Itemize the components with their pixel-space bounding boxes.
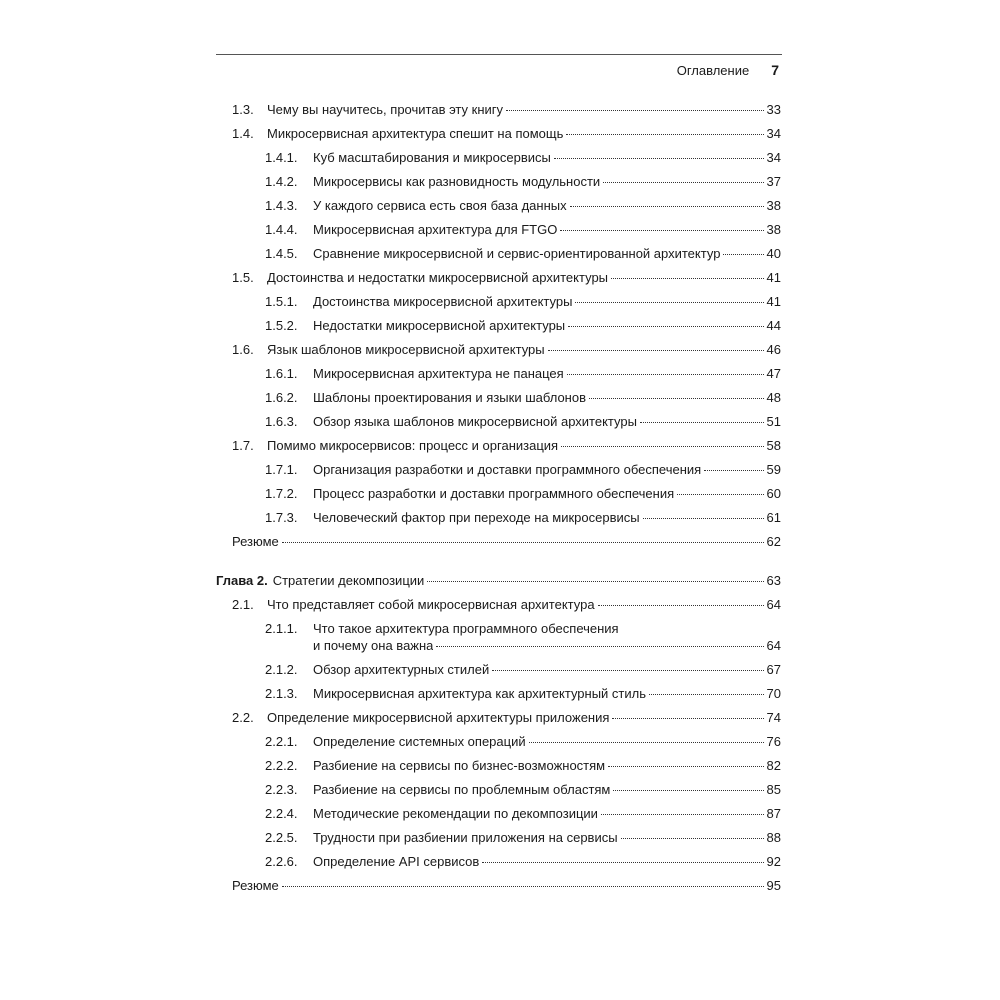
toc-entry-page: 67 — [766, 662, 781, 677]
dot-leader — [482, 861, 763, 863]
dot-leader — [603, 181, 763, 183]
dot-leader — [554, 157, 764, 159]
toc-entry[interactable] — [265, 508, 781, 528]
dot-leader — [568, 325, 763, 327]
toc-entry[interactable] — [232, 595, 781, 615]
toc-entry-title: Стратегии декомпозиции — [272, 573, 425, 588]
dot-leader — [529, 741, 764, 743]
toc-entry-number: 2.1.1. — [265, 621, 298, 636]
toc-entry-number: 1.6.1. — [265, 366, 298, 381]
toc-entry-number: 2.2.4. — [265, 806, 298, 821]
toc-entry-title: У каждого сервиса есть своя база данных — [313, 198, 567, 213]
dot-leader — [570, 205, 764, 207]
toc-entry[interactable] — [265, 732, 781, 752]
toc-entry-number: 1.4.1. — [265, 150, 298, 165]
dot-leader — [613, 789, 763, 791]
toc-entry-title: Трудности при разбиении приложения на сервисы — [313, 830, 618, 845]
toc-entry-title: Определение микросервисной архитектуры приложения — [267, 710, 610, 725]
toc-entry-page: 33 — [766, 102, 781, 117]
toc-entry-number: 2.1.3. — [265, 686, 298, 701]
toc-entry-page: 41 — [766, 294, 781, 309]
toc-entry-number: 1.4.2. — [265, 174, 298, 189]
toc-entry-title: Обзор языка шаблонов микросервисной архитектуры — [313, 414, 637, 429]
toc-entry-number: 2.2.3. — [265, 782, 298, 797]
toc-entry-page: 59 — [766, 462, 781, 477]
toc-entry-number: 2.2.6. — [265, 854, 298, 869]
toc-entry[interactable] — [265, 220, 781, 240]
toc-entry[interactable] — [265, 780, 781, 800]
dot-leader — [506, 109, 764, 111]
toc-entry-number: 2.2.5. — [265, 830, 298, 845]
toc-entry-number: 1.7.1. — [265, 462, 298, 477]
toc-entry-page: 62 — [766, 534, 781, 549]
toc-entry-page: 60 — [766, 486, 781, 501]
header-section-title: Оглавление — [676, 63, 750, 78]
dot-leader — [598, 604, 764, 606]
toc-entry-number: 1.4.4. — [265, 222, 298, 237]
toc-entry-number: 2.2.2. — [265, 758, 298, 773]
toc-entry-number: 2.2. — [232, 710, 254, 725]
toc-entry-page: 38 — [766, 198, 781, 213]
toc-entry-page: 40 — [766, 246, 781, 261]
toc-entry-number: 1.3. — [232, 102, 254, 117]
toc-entry[interactable] — [232, 100, 781, 120]
toc-entry-title: Разбиение на сервисы по бизнес-возможностям — [313, 758, 606, 773]
toc-entry[interactable] — [265, 660, 781, 680]
toc-entry[interactable] — [265, 412, 781, 432]
toc-entry[interactable] — [265, 316, 781, 336]
toc-entry-summary[interactable] — [232, 532, 781, 552]
toc-entry-title: Что такое архитектура программного обеспечения — [313, 621, 619, 636]
dot-leader — [649, 693, 764, 695]
toc-entry-title: Резюме — [232, 878, 279, 893]
toc-entry[interactable] — [265, 244, 781, 264]
toc-entry-number: 1.4. — [232, 126, 254, 141]
toc-entry-number: 2.2.1. — [265, 734, 298, 749]
toc-entry[interactable] — [265, 804, 781, 824]
toc-entry-page: 82 — [766, 758, 781, 773]
dot-leader — [575, 301, 763, 303]
toc-entry-title: Помимо микросервисов: процесс и организация — [267, 438, 559, 453]
toc-entry-title-continued: и почему она важна — [313, 638, 434, 653]
dot-leader — [492, 669, 763, 671]
dot-leader — [704, 469, 763, 471]
toc-entry-title: Достоинства и недостатки микросервисной архитектуры — [267, 270, 609, 285]
toc-entry-title: Определение API сервисов — [313, 854, 480, 869]
toc-entry-title: Достоинства микросервисной архитектуры — [313, 294, 573, 309]
toc-entry-title: Резюме — [232, 534, 279, 549]
toc-entry-number: 1.7. — [232, 438, 254, 453]
toc-entry[interactable] — [265, 172, 781, 192]
toc-entry[interactable] — [232, 124, 781, 144]
dot-leader — [621, 837, 764, 839]
toc-entry-title: Что представляет собой микросервисная архитектура — [267, 597, 595, 612]
toc-entry-summary[interactable] — [232, 876, 781, 896]
toc-entry[interactable] — [265, 460, 781, 480]
toc-entry-number: 1.4.3. — [265, 198, 298, 213]
chapter-label: Глава 2. — [216, 573, 268, 588]
toc-entry-page: 64 — [766, 638, 781, 653]
toc-entry-page: 48 — [766, 390, 781, 405]
toc-entry-page: 37 — [766, 174, 781, 189]
toc-entry-title: Микросервисная архитектура как архитектурный стиль — [313, 686, 647, 701]
dot-leader — [561, 445, 763, 447]
toc-entry[interactable] — [265, 364, 781, 384]
toc-entry-page: 51 — [766, 414, 781, 429]
toc-entry-page: 34 — [766, 126, 781, 141]
dot-leader — [548, 349, 764, 351]
dot-leader — [282, 885, 764, 887]
toc-entry-number: 1.6.2. — [265, 390, 298, 405]
toc-entry[interactable] — [265, 148, 781, 168]
toc-entry-page: 74 — [766, 710, 781, 725]
toc-entry-page: 41 — [766, 270, 781, 285]
toc-entry-line2[interactable] — [265, 636, 781, 656]
toc-entry-page: 95 — [766, 878, 781, 893]
dot-leader — [612, 717, 763, 719]
dot-leader — [589, 397, 764, 399]
toc-entry-title: Организация разработки и доставки программного обеспечения — [313, 462, 702, 477]
toc-entry[interactable] — [265, 684, 781, 704]
toc-entry[interactable] — [265, 196, 781, 216]
toc-entry-number: 2.1. — [232, 597, 254, 612]
toc-entry-title: Сравнение микросервисной и сервис-ориентированной архитектур — [313, 246, 721, 261]
dot-leader — [677, 493, 763, 495]
toc-entry-number: 1.5. — [232, 270, 254, 285]
toc-entry-page: 34 — [766, 150, 781, 165]
toc-entry-page: 46 — [766, 342, 781, 357]
toc-entry-number: 1.7.3. — [265, 510, 298, 525]
toc-entry-number: 1.7.2. — [265, 486, 298, 501]
toc-entry[interactable] — [265, 852, 781, 872]
toc-entry-number: 1.6. — [232, 342, 254, 357]
toc-entry-page: 47 — [766, 366, 781, 381]
toc-entry-number: 1.4.5. — [265, 246, 298, 261]
toc-entry-page: 38 — [766, 222, 781, 237]
dot-leader — [560, 229, 763, 231]
toc-entry-page: 92 — [766, 854, 781, 869]
toc-entry-page: 63 — [766, 573, 781, 588]
toc-entry-title: Язык шаблонов микросервисной архитектуры — [267, 342, 545, 357]
toc-entry-number: 1.5.1. — [265, 294, 298, 309]
toc-entry-page: 58 — [766, 438, 781, 453]
toc-entry[interactable] — [232, 268, 781, 288]
toc-entry-title: Разбиение на сервисы по проблемным областям — [313, 782, 611, 797]
toc-entry-number: 1.5.2. — [265, 318, 298, 333]
toc-entry[interactable] — [265, 484, 781, 504]
toc-entry-title: Шаблоны проектирования и языки шаблонов — [313, 390, 586, 405]
toc-entry[interactable] — [232, 340, 781, 360]
toc-entry-title: Определение системных операций — [313, 734, 526, 749]
dot-leader — [601, 813, 764, 815]
toc-entry-page: 88 — [766, 830, 781, 845]
toc-entry-page: 85 — [766, 782, 781, 797]
toc-entry-title: Человеческий фактор при переходе на микросервисы — [313, 510, 640, 525]
dot-leader — [723, 253, 763, 255]
dot-leader — [436, 645, 763, 647]
toc-entry-page: 87 — [766, 806, 781, 821]
toc-chapter-entry[interactable] — [216, 571, 781, 591]
toc-entry-title: Микросервисная архитектура не панацея — [313, 366, 564, 381]
toc-entry-page: 44 — [766, 318, 781, 333]
toc-entry[interactable] — [265, 828, 781, 848]
toc-entry-title: Недостатки микросервисной архитектуры — [313, 318, 566, 333]
toc-entry-number: 1.6.3. — [265, 414, 298, 429]
toc-entry-page: 64 — [766, 597, 781, 612]
toc-entry-page: 70 — [766, 686, 781, 701]
toc-entry-title: Чему вы научитесь, прочитав эту книгу — [267, 102, 504, 117]
dot-leader — [608, 765, 763, 767]
dot-leader — [427, 580, 763, 582]
dot-leader — [567, 373, 764, 375]
toc-entry-number: 2.1.2. — [265, 662, 298, 677]
toc-entry[interactable] — [265, 756, 781, 776]
toc-entry-title: Методические рекомендации по декомпозиции — [313, 806, 598, 821]
toc-entry-title: Микросервисная архитектура для FTGO — [313, 222, 558, 237]
toc-entry-title: Микросервисы как разновидность модульности — [313, 174, 601, 189]
toc-entry-title: Процесс разработки и доставки программного обеспечения — [313, 486, 675, 501]
toc-entry[interactable] — [265, 292, 781, 312]
toc-entry-page: 76 — [766, 734, 781, 749]
toc-entry-title: Куб масштабирования и микросервисы — [313, 150, 551, 165]
toc-entry[interactable] — [232, 708, 781, 728]
toc-entry-title: Обзор архитектурных стилей — [313, 662, 490, 677]
dot-leader — [611, 277, 764, 279]
header-page-number: 7 — [771, 62, 779, 78]
dot-leader — [640, 421, 764, 423]
toc-entry-page: 61 — [766, 510, 781, 525]
dot-leader — [643, 517, 764, 519]
dot-leader — [566, 133, 763, 135]
toc-entry[interactable] — [232, 436, 781, 456]
toc-entry-title: Микросервисная архитектура спешит на помощь — [267, 126, 564, 141]
dot-leader — [282, 541, 764, 543]
toc-entry[interactable] — [265, 388, 781, 408]
